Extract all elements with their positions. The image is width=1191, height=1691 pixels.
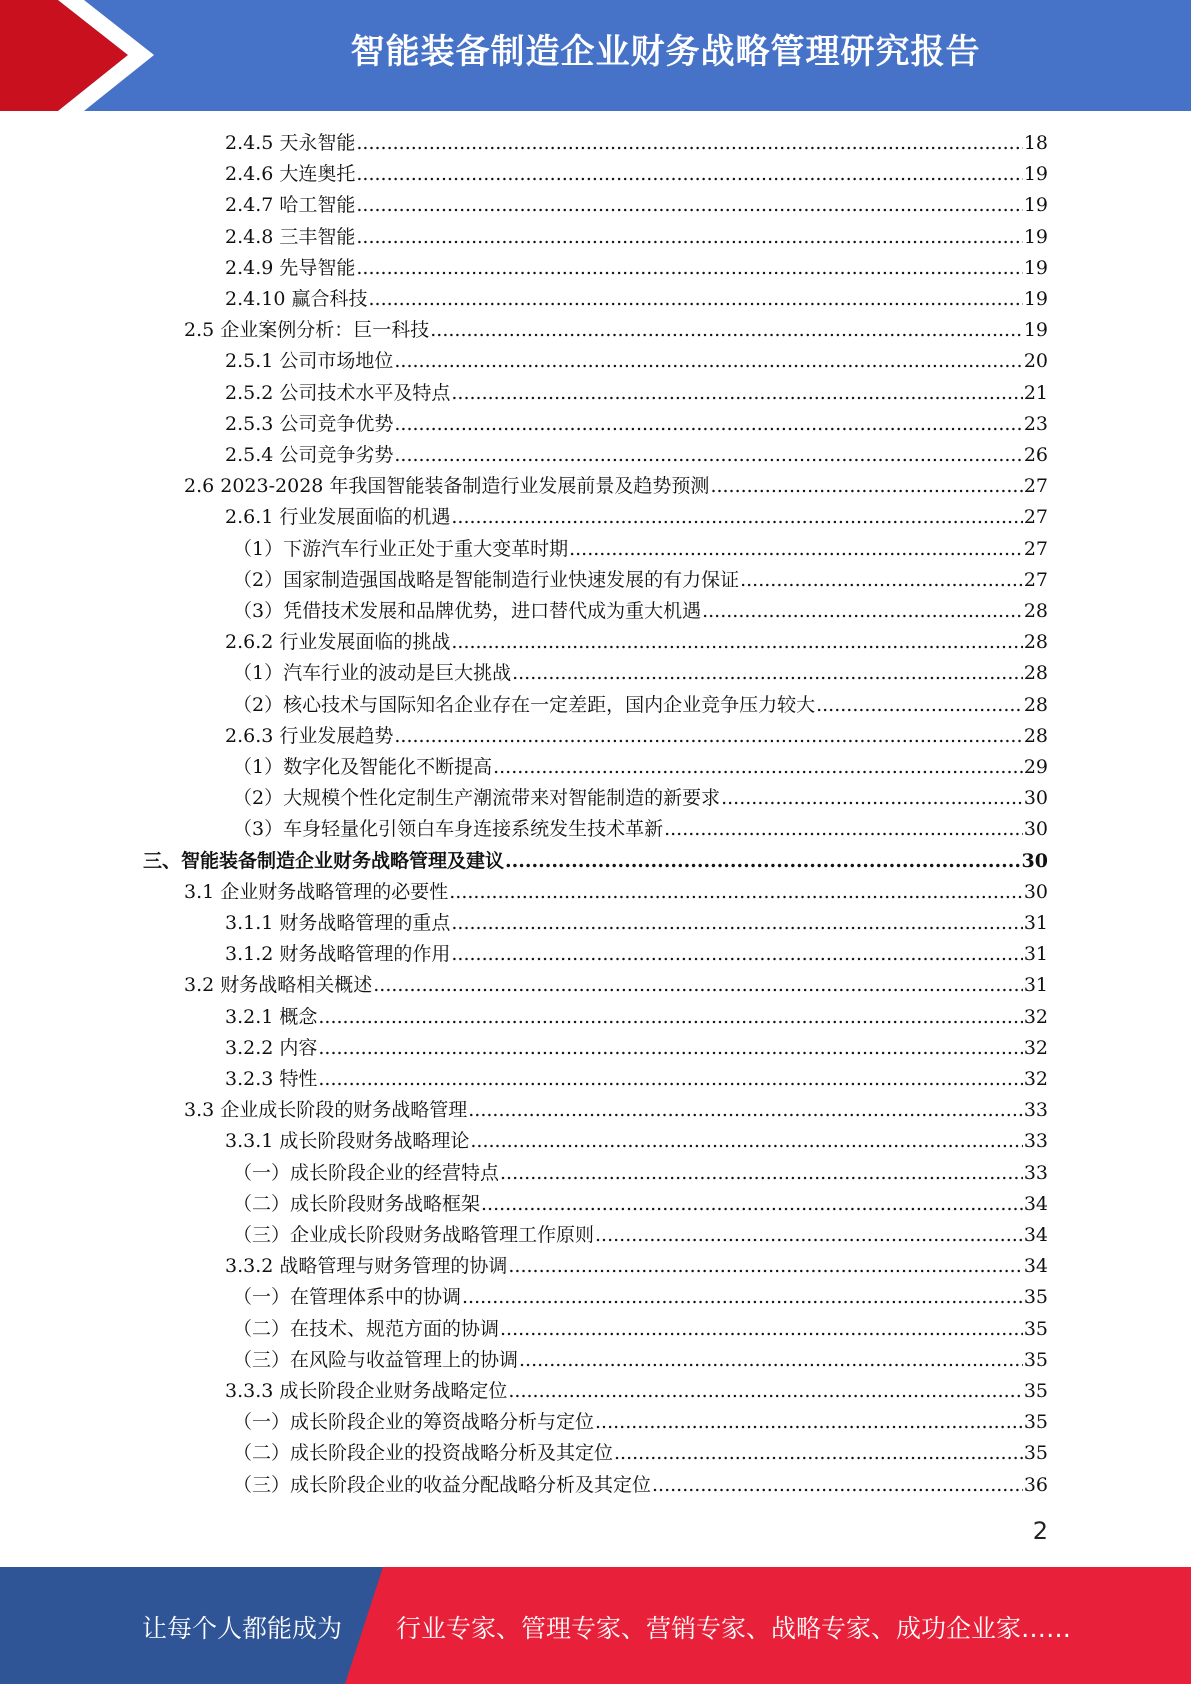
toc-leader-dots bbox=[318, 1002, 1022, 1033]
toc-entry[interactable] bbox=[184, 471, 1048, 502]
toc-entry[interactable] bbox=[225, 721, 1048, 752]
toc-entry[interactable] bbox=[225, 409, 1048, 440]
toc-leader-dots bbox=[356, 128, 1022, 159]
toc-leader-dots bbox=[816, 690, 1023, 721]
toc-leader-dots bbox=[394, 721, 1022, 752]
toc-entry-title: 2.5.1 公司市场地位 bbox=[225, 350, 394, 373]
toc-entry-page: 21 bbox=[1023, 381, 1048, 404]
toc-entry[interactable] bbox=[184, 1095, 1048, 1126]
toc-entry-title: （三）成长阶段企业的收益分配战略分析及其定位 bbox=[233, 1473, 652, 1496]
toc-entry-title: 3.3.3 成长阶段企业财务战略定位 bbox=[225, 1380, 508, 1402]
toc-entry-page: 29 bbox=[1023, 756, 1048, 778]
toc-leader-dots bbox=[508, 1376, 1022, 1407]
toc-leader-dots bbox=[493, 752, 1023, 783]
toc-entry[interactable] bbox=[233, 1220, 1048, 1251]
toc-entry-title: （2）大规模个性化定制生产潮流带来对智能制造的新要求 bbox=[233, 787, 721, 810]
toc-entry-page: 26 bbox=[1023, 444, 1048, 466]
toc-entry-title: 3.2 财务战略相关概述 bbox=[184, 974, 373, 997]
toc-entry-page: 27 bbox=[1023, 506, 1048, 529]
toc-entry-page: 18 bbox=[1023, 132, 1048, 154]
toc-entry[interactable] bbox=[225, 159, 1048, 190]
toc-entry-page: 27 bbox=[1023, 475, 1048, 498]
toc-entry-title: （3）凭借技术发展和品牌优势，进口替代成为重大机遇 bbox=[233, 600, 702, 622]
toc-entry-page: 28 bbox=[1023, 600, 1048, 622]
toc-entry-page: 19 bbox=[1023, 163, 1048, 186]
toc-entry[interactable] bbox=[225, 1033, 1048, 1064]
toc-leader-dots bbox=[470, 1126, 1022, 1157]
toc-leader-dots bbox=[721, 783, 1023, 814]
toc-entry-title: 2.6.3 行业发展趋势 bbox=[225, 724, 394, 747]
toc-leader-dots bbox=[595, 1220, 1023, 1251]
toc-leader-dots bbox=[505, 846, 1021, 877]
toc-leader-dots bbox=[356, 190, 1022, 221]
toc-leader-dots bbox=[462, 1282, 1023, 1313]
toc-entry-title: 2.5.2 公司技术水平及特点 bbox=[225, 381, 451, 404]
toc-leader-dots bbox=[512, 658, 1023, 689]
toc-entry-title: 2.6.2 行业发展面临的挑战 bbox=[225, 631, 451, 654]
toc-entry-page: 35 bbox=[1023, 1380, 1048, 1402]
toc-leader-dots bbox=[449, 877, 1023, 908]
toc-entry-page: 33 bbox=[1023, 1130, 1048, 1153]
toc-entry-page: 30 bbox=[1023, 818, 1048, 841]
toc-entry-page: 30 bbox=[1023, 880, 1048, 903]
toc-entry-title: （二）成长阶段企业的投资战略分析及其定位 bbox=[233, 1442, 614, 1465]
toc-entry-title: 3.2.2 内容 bbox=[225, 1036, 318, 1059]
toc-entry[interactable] bbox=[225, 939, 1048, 970]
toc-entry[interactable] bbox=[233, 1345, 1048, 1376]
toc-entry-page: 20 bbox=[1023, 350, 1048, 373]
toc-entry-title: （3）车身轻量化引领白车身连接系统发生技术革新 bbox=[233, 818, 664, 841]
page-number: 2 bbox=[1032, 1517, 1048, 1545]
toc-entry[interactable] bbox=[225, 440, 1048, 471]
toc-entry-page: 33 bbox=[1023, 1099, 1048, 1122]
toc-entry-title: （1）下游汽车行业正处于重大变革时期 bbox=[233, 537, 569, 560]
toc-leader-dots bbox=[468, 1095, 1023, 1126]
toc-entry[interactable] bbox=[233, 1189, 1048, 1220]
toc-leader-dots bbox=[595, 1407, 1023, 1438]
toc-leader-dots bbox=[702, 596, 1023, 627]
toc-entry[interactable] bbox=[225, 1251, 1048, 1282]
toc-leader-dots bbox=[318, 1033, 1022, 1064]
toc-leader-dots bbox=[451, 908, 1022, 939]
toc-leader-dots bbox=[652, 1470, 1023, 1501]
toc-leader-dots bbox=[356, 222, 1022, 253]
toc-leader-dots bbox=[430, 315, 1023, 346]
toc-entry[interactable] bbox=[225, 346, 1048, 377]
toc-entry-page: 19 bbox=[1023, 225, 1048, 248]
toc-entry-title: （二）成长阶段财务战略框架 bbox=[233, 1192, 481, 1215]
toc-entry-page: 23 bbox=[1023, 412, 1048, 435]
toc-entry[interactable] bbox=[225, 1126, 1048, 1157]
footer-banner bbox=[0, 1567, 1191, 1684]
toc-entry[interactable] bbox=[233, 534, 1048, 565]
toc-leader-dots bbox=[356, 253, 1022, 284]
toc-entry[interactable] bbox=[233, 690, 1048, 721]
toc-entry-page: 36 bbox=[1023, 1473, 1048, 1496]
toc-entry-page: 35 bbox=[1023, 1348, 1048, 1371]
toc-entry-page: 28 bbox=[1023, 662, 1048, 685]
toc-entry-title: 3.2.1 概念 bbox=[225, 1005, 318, 1028]
toc-entry-page: 34 bbox=[1023, 1255, 1048, 1278]
toc-entry-page: 31 bbox=[1023, 943, 1048, 966]
toc-entry-page: 28 bbox=[1023, 724, 1048, 747]
toc-entry[interactable] bbox=[143, 846, 1048, 877]
toc-leader-dots bbox=[451, 502, 1022, 533]
toc-leader-dots bbox=[373, 970, 1023, 1001]
toc-entry-title: 2.6 2023-2028 年我国智能装备制造行业发展前景及趋势预测 bbox=[184, 475, 710, 498]
toc-entry-title: 2.6.1 行业发展面临的机遇 bbox=[225, 506, 451, 529]
toc-leader-dots bbox=[664, 814, 1023, 845]
toc-entry-title: （三）在风险与收益管理上的协调 bbox=[233, 1348, 519, 1371]
toc-entry[interactable] bbox=[233, 783, 1048, 814]
toc-entry[interactable] bbox=[225, 1064, 1048, 1095]
toc-entry-title: 2.4.6 大连奥托 bbox=[225, 163, 356, 186]
toc-entry[interactable] bbox=[225, 253, 1048, 284]
toc-entry[interactable] bbox=[233, 1470, 1048, 1501]
toc-entry-title: （一）成长阶段企业的经营特点 bbox=[233, 1161, 500, 1184]
toc-entry[interactable] bbox=[184, 315, 1048, 346]
toc-entry-title: 2.5.4 公司竞争劣势 bbox=[225, 444, 394, 466]
toc-entry-title: （一）成长阶段企业的筹资战略分析与定位 bbox=[233, 1411, 595, 1434]
toc-entry[interactable] bbox=[233, 1438, 1048, 1469]
toc-entry[interactable] bbox=[233, 658, 1048, 689]
toc-entry-page: 35 bbox=[1023, 1286, 1048, 1309]
toc-entry[interactable] bbox=[225, 222, 1048, 253]
footer-slogan-left: 让每个人都能成为 bbox=[142, 1614, 343, 1643]
toc-entry-title: 3.1.2 财务战略管理的作用 bbox=[225, 943, 451, 966]
toc-entry-page: 30 bbox=[1021, 849, 1048, 872]
toc-entry-page: 34 bbox=[1023, 1224, 1048, 1246]
toc-leader-dots bbox=[500, 1314, 1023, 1345]
toc-leader-dots bbox=[394, 409, 1022, 440]
toc-entry-page: 28 bbox=[1023, 693, 1048, 716]
toc-entry-page: 33 bbox=[1023, 1161, 1048, 1184]
red-arrow-shape bbox=[0, 0, 128, 111]
toc-entry-page: 35 bbox=[1023, 1411, 1048, 1434]
toc-leader-dots bbox=[451, 939, 1022, 970]
toc-entry[interactable] bbox=[225, 284, 1048, 315]
toc-entry[interactable] bbox=[233, 752, 1048, 783]
toc-entry-title: 3.1 企业财务战略管理的必要性 bbox=[184, 880, 449, 903]
toc-entry-title: 2.4.9 先导智能 bbox=[225, 256, 356, 279]
toc-entry-page: 32 bbox=[1023, 1005, 1048, 1028]
toc-leader-dots bbox=[500, 1158, 1023, 1189]
toc-leader-dots bbox=[394, 440, 1022, 471]
toc-leader-dots bbox=[356, 159, 1022, 190]
toc-entry-title: 2.4.10 赢合科技 bbox=[225, 288, 368, 310]
toc-entry-title: 2.5 企业案例分析：巨一科技 bbox=[184, 319, 430, 342]
document-title: 智能装备制造企业财务战略管理研究报告 bbox=[350, 32, 981, 72]
toc-entry-page: 19 bbox=[1023, 288, 1048, 310]
toc-entry-title: 3.3.1 成长阶段财务战略理论 bbox=[225, 1130, 470, 1153]
toc-entry[interactable] bbox=[225, 502, 1048, 533]
header-banner bbox=[0, 0, 1191, 111]
toc-entry[interactable] bbox=[184, 970, 1048, 1001]
toc-entry-page: 34 bbox=[1023, 1192, 1048, 1215]
toc-entry-title: （三）企业成长阶段财务战略管理工作原则 bbox=[233, 1224, 595, 1246]
toc-entry-title: 2.5.3 公司竞争优势 bbox=[225, 412, 394, 435]
toc-entry-title: （1）汽车行业的波动是巨大挑战 bbox=[233, 662, 512, 685]
toc-entry-page: 32 bbox=[1023, 1068, 1048, 1090]
toc-entry-title: 2.4.5 天永智能 bbox=[225, 132, 356, 154]
toc-leader-dots bbox=[740, 565, 1023, 596]
toc-entry-title: （2）核心技术与国际知名企业存在一定差距，国内企业竞争压力较大 bbox=[233, 693, 816, 716]
toc-entry-page: 31 bbox=[1023, 974, 1048, 997]
toc-leader-dots bbox=[519, 1345, 1023, 1376]
toc-entry-title: （2）国家制造强国战略是智能制造行业快速发展的有力保证 bbox=[233, 568, 740, 591]
toc-leader-dots bbox=[481, 1189, 1023, 1220]
toc-leader-dots bbox=[394, 346, 1022, 377]
toc-entry[interactable] bbox=[233, 1282, 1048, 1313]
toc-entry-title: 3.2.3 特性 bbox=[225, 1068, 318, 1090]
toc-entry-page: 27 bbox=[1023, 537, 1048, 560]
toc-entry[interactable] bbox=[233, 1158, 1048, 1189]
toc-entry[interactable] bbox=[225, 1376, 1048, 1407]
toc-entry-title: 2.4.8 三丰智能 bbox=[225, 225, 356, 248]
toc-entry[interactable] bbox=[233, 814, 1048, 845]
toc-entry-title: 2.4.7 哈工智能 bbox=[225, 194, 356, 217]
toc-entry-page: 28 bbox=[1023, 631, 1048, 654]
toc-entry[interactable] bbox=[225, 1002, 1048, 1033]
toc-entry[interactable] bbox=[225, 908, 1048, 939]
toc-leader-dots bbox=[614, 1438, 1023, 1469]
toc-entry[interactable] bbox=[233, 565, 1048, 596]
toc-entry[interactable] bbox=[225, 190, 1048, 221]
toc-entry-page: 31 bbox=[1023, 912, 1048, 934]
toc-entry-page: 32 bbox=[1023, 1036, 1048, 1059]
toc-entry-page: 35 bbox=[1023, 1317, 1048, 1340]
toc-entry[interactable] bbox=[225, 627, 1048, 658]
toc-entry[interactable] bbox=[233, 596, 1048, 627]
toc-entry[interactable] bbox=[233, 1314, 1048, 1345]
toc-leader-dots bbox=[368, 284, 1022, 315]
toc-leader-dots bbox=[569, 534, 1023, 565]
toc-entry[interactable] bbox=[225, 378, 1048, 409]
toc-entry-page: 27 bbox=[1023, 568, 1048, 591]
toc-entry-page: 19 bbox=[1023, 194, 1048, 217]
toc-leader-dots bbox=[451, 627, 1022, 658]
footer-slogan-right: 行业专家、管理专家、营销专家、战略专家、成功企业家…… bbox=[396, 1614, 1072, 1643]
toc-leader-dots bbox=[318, 1064, 1022, 1095]
toc-entry-page: 30 bbox=[1023, 787, 1048, 810]
toc-entry-page: 19 bbox=[1023, 319, 1048, 342]
toc-entry-title: 3.1.1 财务战略管理的重点 bbox=[225, 912, 451, 934]
toc-leader-dots bbox=[451, 378, 1022, 409]
toc-entry-title: （一）在管理体系中的协调 bbox=[233, 1286, 462, 1309]
toc-entry-title: 三、智能装备制造企业财务战略管理及建议 bbox=[143, 849, 505, 872]
toc-entry-page: 19 bbox=[1023, 256, 1048, 279]
toc-entry-title: （二）在技术、规范方面的协调 bbox=[233, 1317, 500, 1340]
toc-entry[interactable] bbox=[184, 877, 1048, 908]
toc-entry-title: 3.3 企业成长阶段的财务战略管理 bbox=[184, 1099, 468, 1122]
toc-entry-page: 35 bbox=[1023, 1442, 1048, 1465]
toc-entry[interactable] bbox=[225, 128, 1048, 159]
toc-leader-dots bbox=[710, 471, 1022, 502]
toc-entry-title: （1）数字化及智能化不断提高 bbox=[233, 756, 493, 778]
toc-entry-title: 3.3.2 战略管理与财务管理的协调 bbox=[225, 1255, 508, 1278]
toc-entry[interactable] bbox=[233, 1407, 1048, 1438]
toc-leader-dots bbox=[508, 1251, 1022, 1282]
